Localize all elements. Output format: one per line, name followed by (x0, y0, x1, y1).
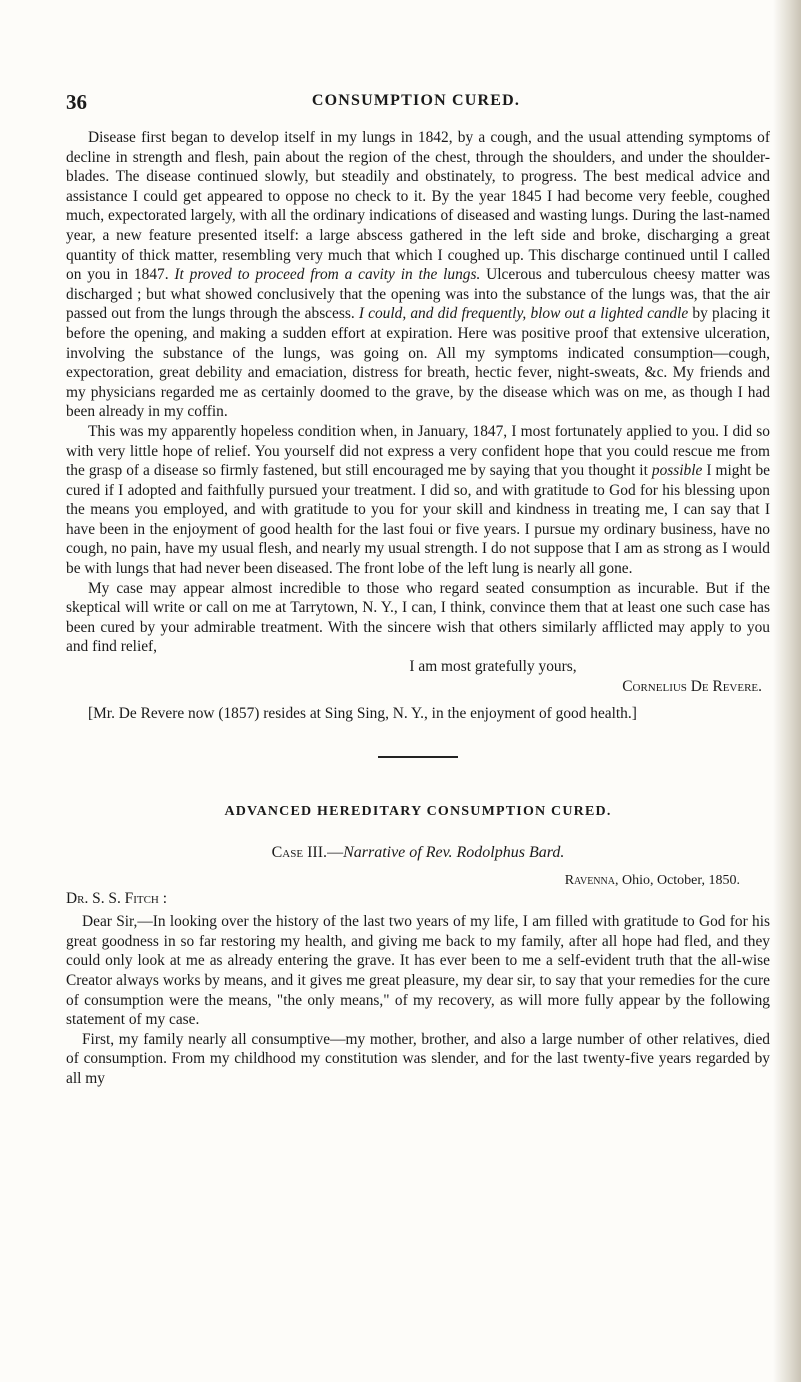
case-heading: Case III.—Narrative of Rev. Rodolphus Bard. (271, 844, 565, 862)
running-title: CONSUMPTION CURED. (311, 92, 521, 109)
section-divider (378, 756, 458, 758)
dateline: Ravenna, Ohio, October, 1850. (564, 873, 740, 888)
letter1-paragraph-1: Disease first began to develop itself in my lungs in 1842, by a cough, and the usual attending symptoms of decline in strength and flesh, pain about the region of the chest, through the shoulders, and under the shoulder-blades. The disease continued slowly, but steadily and obstinately, to progress. The best medical advice and assistance I could get appeared to oppose no check to it. By the year 1845 I had become very feeble, coughed much, expectorated largely, with all the ordinary indications of diseased and wasting lungs. During the last-named year, a new feature presented itself: a large abscess gathered in the left side and broke, discharging a great quantity of thick matter, resembling very much that which I coughed up. This discharge continued until I called on you in 1847. It proved to proceed from a cavity in the lungs. Ulcerous and tuberculous cheesy matter was discharged ; but what showed conclusively that the opening was into the substance of the lungs was, that the air passed out from the lungs through the abscess. I could, and did frequently, blow out a lighted candle by placing it before the opening, and making a sudden effort at expiration. Here was positive proof that extensive ulceration, involving the substance of the lungs, was going on. All my symptoms indicated consumption—cough, expectoration, great debility and emaciation, distress for breath, hectic fever, night-sweats, &c. My friends and my physicians regarded me as certainly doomed to the grave, by the disease which was on me, as though I had been already in my coffin. (66, 129, 771, 421)
emphasis-cavity: It proved to proceed from a cavity in the lungs. (174, 266, 481, 284)
case-title: Narrative of Rev. Rodolphus Bard. (343, 844, 565, 862)
letter1-paragraph-3: My case may appear almost incredible to those who regard seated consumption as incurable. But if the skeptical will write or call on me at Tarrytown, N. Y., I can, I think, convince them that at least one such case has been cured by your admirable treatment. With the sincere wish that others similarly afflicted may apply to you and find relief, (66, 579, 770, 656)
page-body (66, 128, 770, 1089)
letter2-paragraph-1: Dear Sir,—In looking over the history of the last two years of my life, I am filled with gratitude to God for his great goodness in so far restoring my health, and giving me back to my family, after all hope had fled, and they could only look at me as already entering the grave. It has ever been to me a self-evident truth that the all-wise Creator always works by means, and it gives me great pleasure, my dear sir, to say that your remedies for the cure of consumption were the means, "the only means," of my recovery, as will more fully appear by the following statement of my case. (66, 913, 770, 1029)
emphasis-possible: possible (651, 462, 703, 480)
page-edge-shadow (773, 0, 801, 1382)
letter1-signature: Cornelius De Revere. (622, 677, 762, 695)
editor-note: [Mr. De Revere now (1857) resides at Sing Sing, N. Y., in the enjoyment of good health.] (88, 705, 637, 723)
page-number: 36 (66, 90, 87, 114)
salutation: Dr. S. S. Fitch : (66, 889, 168, 907)
case-label: Case III. (271, 844, 328, 862)
section-heading: ADVANCED HEREDITARY CONSUMPTION CURED. (224, 803, 612, 819)
letter1-closing: I am most gratefully yours, (409, 658, 577, 676)
running-header (66, 90, 766, 112)
letter1-paragraph-2: This was my apparently hopeless condition when, in January, 1847, I most fortunately applied to you. I did so with very little hope of relief. You yourself did not express a very confident hope that you could rescue me from the grasp of a disease so firmly fastened, but still encouraged me by saying that you thought it possible I might be cured if I adopted and faithfully pursued your treatment. I did so, and with gratitude to God for his blessing upon the means you employed, and with gratitude to you for your skill and kindness in treating me, I can say that I have been in the enjoyment of good health for the last foui or five years. I pursue my ordinary business, have no cough, no pain, have my usual flesh, and nearly my usual strength. I do not suppose that I am as strong as I would be with lungs that had never been diseased. The front lobe of the left lung is nearly all gone. (66, 422, 771, 578)
letter2-paragraph-2: First, my family nearly all consumptive—my mother, brother, and also a large number of other relatives, died of consumption. From my childhood my constitution was slender, and for the last twenty-five years regarded by all my (66, 1030, 770, 1087)
emphasis-candle: I could, and did frequently, blow out a lighted candle (358, 305, 689, 323)
